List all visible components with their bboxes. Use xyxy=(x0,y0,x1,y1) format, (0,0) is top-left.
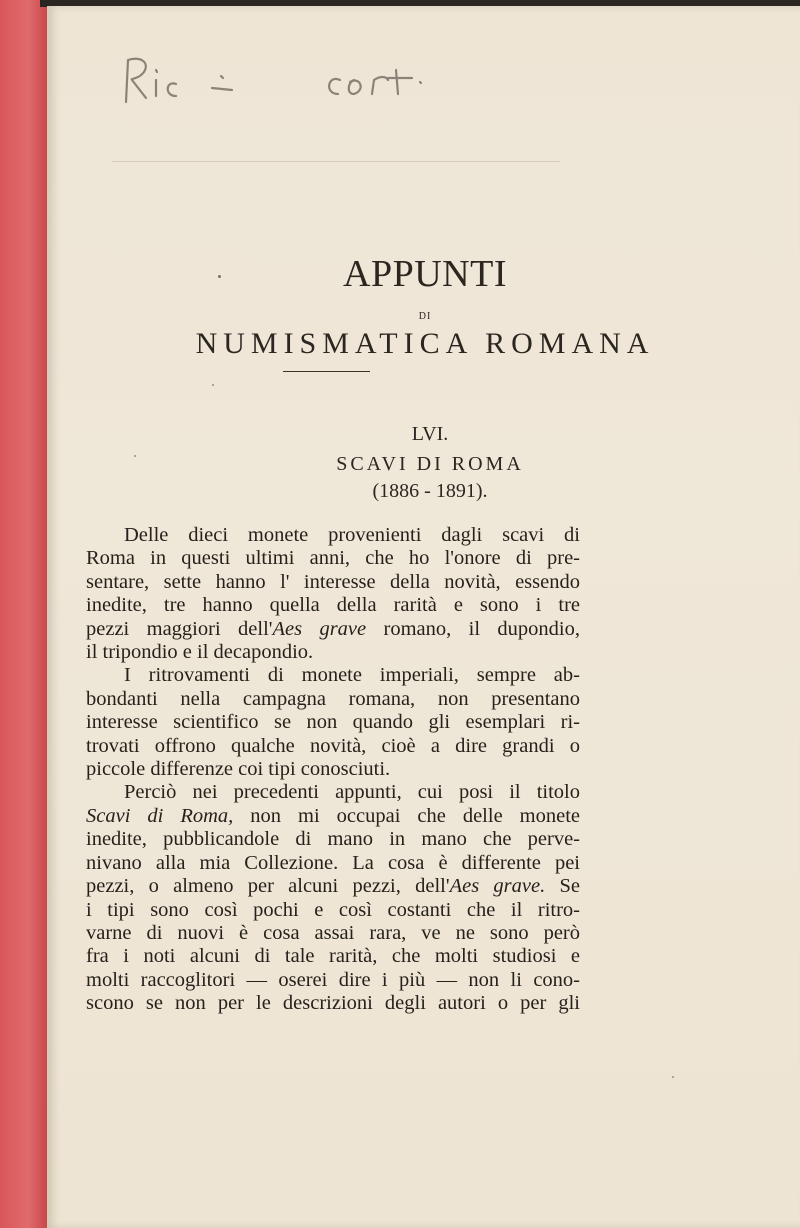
page-subtitle: NUMISMATICA ROMANA xyxy=(195,327,655,360)
faint-fold-line xyxy=(112,161,560,162)
text-line: piccole differenze coi tipi conosciuti. xyxy=(86,758,391,781)
text-line: Scavi di Roma, non mi occupai che delle monete xyxy=(86,804,580,827)
text-line: fra i noti alcuni di tale rarità, che molti studiosi e xyxy=(86,945,580,968)
text-line: scono se non per le descrizioni degli autori o per gli xyxy=(86,992,580,1015)
text-line: sentare, sette hanno l' interesse della novità, essendo xyxy=(86,570,580,593)
text-line: interesse scientifico se non quando gli esemplari ri- xyxy=(86,711,580,734)
section-dates: (1886 - 1891). xyxy=(372,480,488,502)
binding-tape xyxy=(0,0,47,1228)
text-line: inedite, pubblicandole di mano in mano che perve- xyxy=(86,828,580,851)
title-connector: DI xyxy=(418,311,432,322)
paper-speck xyxy=(212,384,214,386)
text-line: pezzi maggiori dell'Aes grave romano, il dupondio, xyxy=(86,617,580,640)
section-number: LVI. xyxy=(411,423,449,445)
text-line: pezzi, o almeno per alcuni pezzi, dell'Aes grave. Se xyxy=(86,875,581,898)
text-line: Roma in questi ultimi anni, che ho l'onore di pre- xyxy=(86,547,580,570)
text-line: nivano alla mia Collezione. La cosa è differente pei xyxy=(86,851,580,874)
text-line: Perciò nei precedenti appunti, cui posi il titolo xyxy=(124,781,580,804)
section-title: SCAVI DI ROMA xyxy=(336,453,524,475)
text-line: bondanti nella campagna romana, non presentano xyxy=(86,687,580,710)
text-line: I ritrovamenti di monete imperiali, sempre ab- xyxy=(124,664,580,687)
text-line: trovati offrono qualche novità, cioè a dire grandi o xyxy=(86,734,580,757)
page-title: APPUNTI xyxy=(343,253,507,295)
text-line: il tripondio e il decapondio. xyxy=(86,641,314,664)
text-line: i tipi sono così pochi e così costanti che il ritro- xyxy=(86,898,580,921)
paper-speck xyxy=(672,1076,674,1078)
text-line: Delle dieci monete provenienti dagli scavi di xyxy=(124,524,580,546)
text-line: inedite, tre hanno quella della rarità e sono i tre xyxy=(86,594,580,617)
title-divider xyxy=(283,371,370,372)
paper-speck xyxy=(134,455,136,457)
body-paragraphs xyxy=(86,524,580,1016)
text-line: varne di nuovi è cosa assai rara, ve ne sono però xyxy=(86,921,580,944)
text-line: molti raccoglitori — oserei dire i più — non li cono- xyxy=(86,968,580,991)
handwritten-note-icon xyxy=(120,50,440,110)
